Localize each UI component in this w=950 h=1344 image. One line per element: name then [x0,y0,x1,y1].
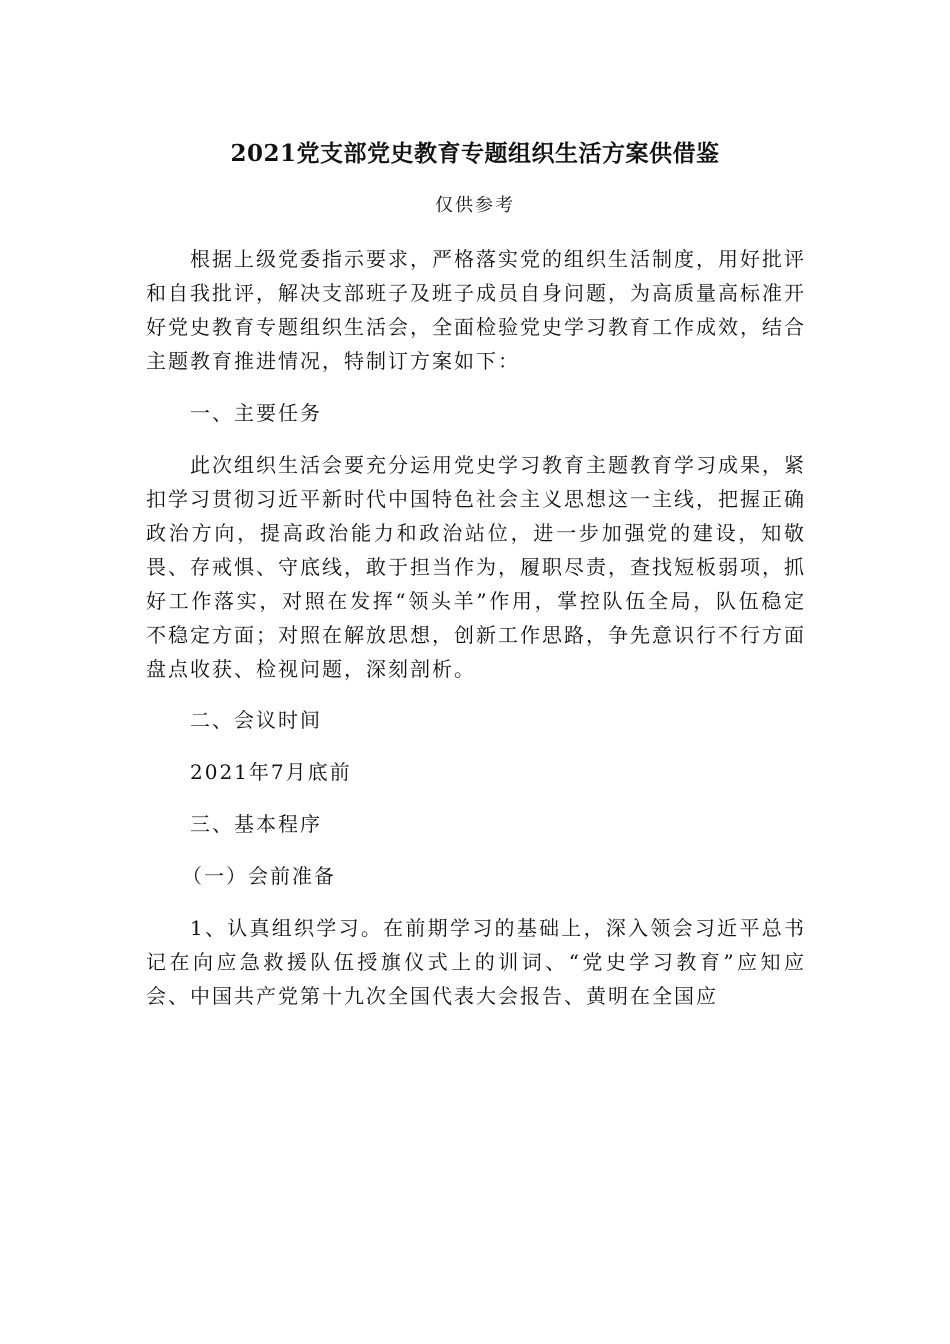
section-heading-main-tasks: 一、主要任务 [190,400,322,425]
document-title: 2021党支部党史教育专题组织生活方案供借鉴 [230,140,720,167]
document-subtitle: 仅供参考 [435,195,515,216]
section-heading-meeting-time: 二、会议时间 [190,708,322,733]
document-body [146,242,806,1013]
section-heading-basic-procedure: 三、基本程序 [190,811,322,836]
intro-paragraph: 根据上级党委指示要求，严格落实党的组织生活制度，用好批评和自我批评，解决支部班子及班子成员自身问题，为高质量高标准开好党史教育专题组织生活会，全面检验党史学习教育工作成效，结合主题教育推进情况，特制订方案如下： [146,247,806,373]
subheading-pre-meeting-preparation: （一）会前准备 [182,863,336,888]
preparation-item-1: 1、认真组织学习。在前期学习的基础上，深入领会习近平总书记在向应急救援队伍授旗仪式上的训词、“党史学习教育”应知应会、中国共产党第十九次全国代表大会报告、黄明在全国应 [146,915,806,1008]
main-tasks-paragraph: 此次组织生活会要充分运用党史学习教育主题教育学习成果，紧扣学习贯彻习近平新时代中国特色社会主义思想这一主线，把握正确政治方向，提高政治能力和政治站位，进一步加强党的建设，知敬畏、存戒惧、守底线，敢于担当作为，履职尽责，查找短板弱项，抓好工作落实，对照在发挥“领头羊”作用，掌控队伍全局，队伍稳定不稳定方面；对照在解放思想，创新工作思路，争先意识行不行方面盘点收获、检视问题，深刻剖析。 [146,452,806,681]
meeting-time-text: 2021年7月底前 [190,760,352,785]
